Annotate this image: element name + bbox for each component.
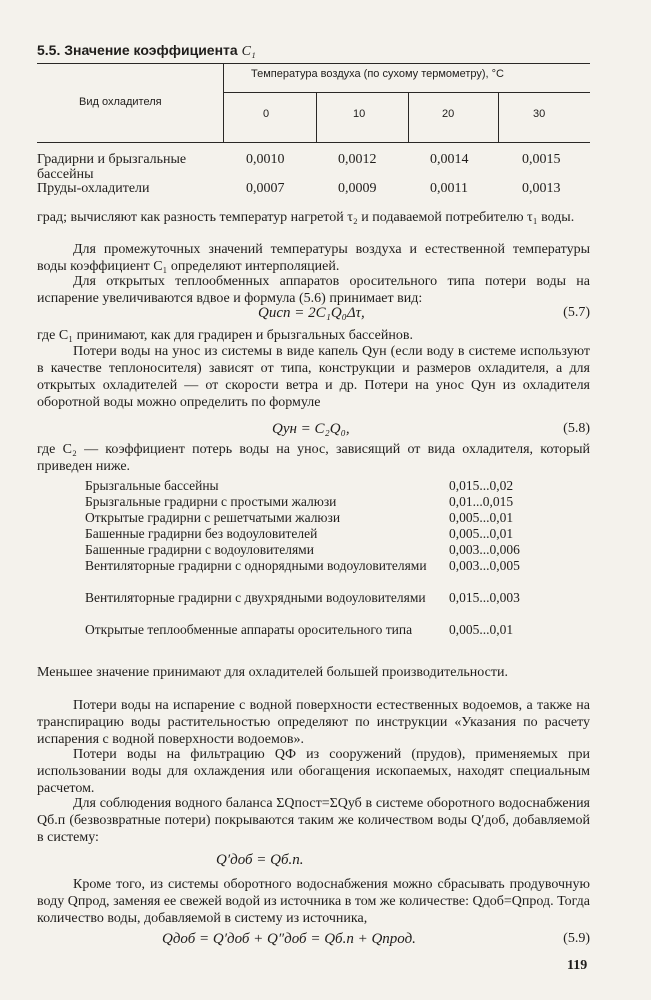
paragraph: Потери воды на унос из системы в виде капель Qун (если воду в системе используют в качестве теплоносителя) зависят от типа, конструкции и размеров охладителя, а для открытых охладителей — от скорости ветра и др. Потери на унос Qун из охладителя оборотной воды можно определить по формуле (37, 344, 590, 410)
table-cell: 0,0014 (430, 152, 469, 167)
paragraph: Для промежуточных значений температуры воздуха и естественной температуры воды коэффициент C₁ определяют интерполяцией. (37, 242, 590, 274)
col-header-left: Вид охладителя (79, 96, 162, 108)
col-header-temp-30: 30 (533, 108, 546, 120)
list-item-value: 0,003...0,005 (449, 558, 520, 573)
table-cell: 0,0009 (338, 181, 377, 196)
list-item-value: 0,003...0,006 (449, 542, 520, 557)
table-vline-1 (223, 63, 224, 142)
list-item-name: Башенные градирни без водоуловителей (85, 526, 318, 541)
equation-5-7: Qисп = 2C₁Q₀Δτ, (258, 305, 365, 321)
equation-5-9: Qдоб = Q′доб + Q″доб = Qб.п + Qпрод. (162, 931, 416, 947)
list-item-value: 0,005...0,01 (449, 622, 514, 637)
table-title-text: 5.5. Значение коэффициента (37, 42, 238, 58)
paragraph: Для соблюдения водного баланса ΣQпост=ΣQуб в системе оборотного водоснабжения Qб.п (безвозвратные потери) покрываются таким же количеством воды Q′доб, добавляемой в систему: (37, 796, 590, 845)
col-header-temp-0: 0 (263, 108, 270, 120)
list-item-name: Брызгальные градирни с простыми жалюзи (85, 494, 337, 509)
table-cell: 0,0013 (522, 181, 561, 196)
col-header-temp-20: 20 (442, 108, 455, 120)
table-cell: 0,0010 (246, 152, 285, 167)
list-item-value: 0,015...0,02 (449, 478, 514, 493)
equation-number: (5.9) (563, 931, 590, 946)
table-top-rule (37, 63, 590, 64)
paragraph: где C₂ — коэффициент потерь воды на унос, зависящий от вида охладителя, который приведен ниже. (37, 442, 590, 474)
paragraph: Кроме того, из системы оборотного водоснабжения можно сбрасывать продувочную воду Qпрод, заменяя ее свежей водой из источника в том же количестве: Qдоб=Qпрод. Тогда количество воды, добавляемой в систему из источника, (37, 877, 590, 926)
table-group-rule (223, 92, 590, 93)
paragraph: Для открытых теплообменных аппаратов оросительного типа потери воды на испарение увеличиваются вдвое и формула (5.6) принимает вид: (37, 274, 590, 306)
paragraph: Меньшее значение принимают для охладителей большей производительности. (37, 665, 508, 680)
table-row-label: Пруды-охладители (37, 181, 150, 196)
equation-5-8: Qун = C₂Q₀, (272, 421, 350, 437)
table-vline-3 (408, 92, 409, 142)
table-vline-4 (498, 92, 499, 142)
list-item-value: 0,015...0,003 (449, 590, 520, 605)
equation-number: (5.8) (563, 421, 590, 436)
list-item-value: 0,005...0,01 (449, 526, 514, 541)
col-header-temp-10: 10 (353, 108, 366, 120)
table-cell: 0,0012 (338, 152, 377, 167)
table-header-rule (37, 142, 590, 143)
table-row-label: Градирни и брызгальные бассейны (37, 152, 187, 182)
list-item-value: 0,005...0,01 (449, 510, 514, 525)
col-header-group: Температура воздуха (по сухому термометру), °С (251, 68, 504, 80)
list-item-name: Брызгальные бассейны (85, 478, 219, 493)
list-item-name: Открытые градирни с решетчатыми жалюзи (85, 510, 341, 525)
equation-number: (5.7) (563, 305, 590, 320)
table-cell: 0,0011 (430, 181, 468, 196)
list-item-name: Вентиляторные градирни с двухрядными водоуловителями (85, 590, 426, 605)
table-cell: 0,0007 (246, 181, 285, 196)
paragraph: Потери воды на испарение с водной поверхности естественных водоемов, а также на транспирацию воды растительностью определяют по инструкции «Указания по расчету испарения с водной поверхности водоемов». (37, 698, 590, 747)
paragraph: град; вычисляют как разность температур нагретой τ₂ и подаваемой потребителю τ₁ воды. (37, 210, 575, 225)
list-item-value: 0,01...0,015 (449, 494, 514, 509)
paragraph: где C₁ принимают, как для градирен и брызгальных бассейнов. (37, 328, 413, 343)
page-number: 119 (567, 958, 588, 973)
table-vline-2 (316, 92, 317, 142)
table-cell: 0,0015 (522, 152, 561, 167)
list-item-name: Вентиляторные градирни с однорядными водоуловителями (85, 558, 427, 573)
table-title (37, 42, 256, 60)
list-item-name: Открытые теплообменные аппараты оросительного типа (85, 622, 413, 637)
paragraph: Потери воды на фильтрацию QФ из сооружений (прудов), применяемых при использовании воды для охлаждения или обогащения ископаемых, находят специальным расчетом. (37, 747, 590, 796)
equation-q-dob: Q′доб = Qб.п. (216, 852, 304, 868)
list-item-name: Башенные градирни с водоуловителями (85, 542, 314, 557)
table-title-symbol: C₁ (241, 44, 256, 59)
